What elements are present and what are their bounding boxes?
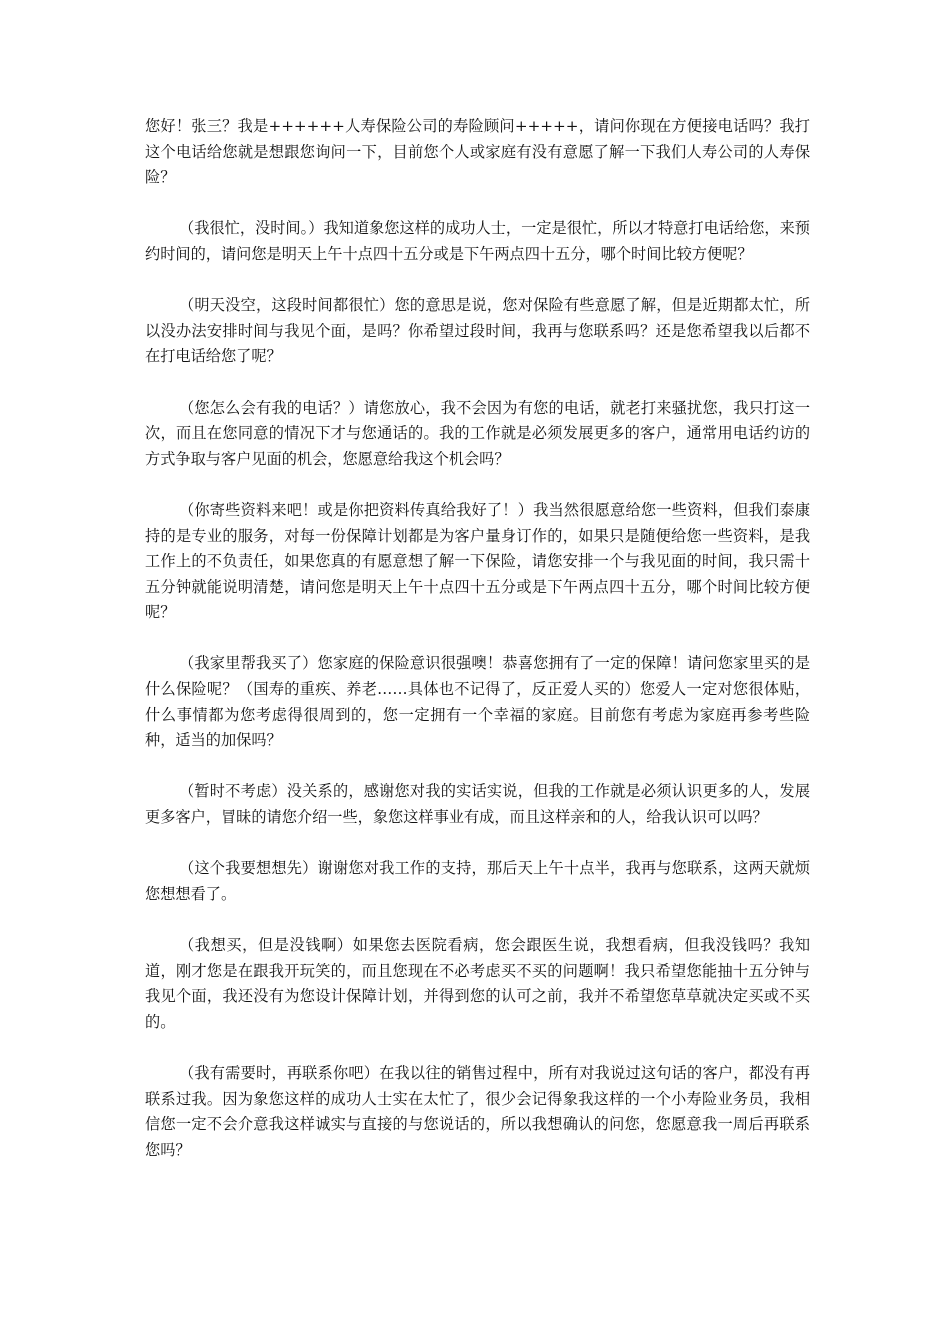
paragraph-send-materials: （你寄些资料来吧！或是你把资料传真给我好了！）我当然很愿意给您一些资料，但我们泰康持的是专业的服务，对每一份保障计划都是为客户量身订作的，如果只是随便给您一些资料，是我工作上的不负责任，如果您真的有愿意想了解一下保险，请您安排一个与我见面的时间，我只需十五分钟就能说明清楚，请问您是明天上午十点四十五分或是下午两点四十五分，哪个时间比较方便呢？ (145, 500, 810, 622)
paragraph-think-about-it: （这个我要想想先）谢谢您对我工作的支持，那后天上午十点半，我再与您联系，这两天就烦您想想看了。 (145, 859, 810, 903)
paragraph-contact-later: （我有需要时，再联系你吧）在我以往的销售过程中，所有对我说过这句话的客户，都没有再联系过我。因为象您这样的成功人士实在太忙了，很少会记得象我这样的一个小寿险业务员，我相信您一定不会介意我这样诚实与直接的与您说话的，所以我想确认的问您，您愿意我一周后再联系您吗？ (145, 1063, 810, 1159)
paragraph-no-money: （我想买，但是没钱啊）如果您去医院看病，您会跟医生说，我想看病，但我没钱吗？我知道，刚才您是在跟我开玩笑的，而且您现在不必考虑买不买的问题啊！我只希望您能抽十五分钟与我见个面，我还没有为您设计保障计划，并得到您的认可之前，我并不希望您草草就决定买或不买的。 (145, 936, 810, 1031)
paragraph-too-busy: （我很忙，没时间。）我知道象您这样的成功人士，一定是很忙，所以才特意打电话给您，来预约时间的，请问您是明天上午十点四十五分或是下午两点四十五分，哪个时间比较方便呢？ (145, 219, 810, 263)
paragraph-family-bought: （我家里帮我买了）您家庭的保险意识很强噢！恭喜您拥有了一定的保障！请问您家里买的是什么保险呢？（国寿的重疾、养老……具体也不记得了，反正爱人买的）您爱人一定对您很体贴，什么事情都为您考虑得很周到的，您一定拥有一个幸福的家庭。目前您有考虑为家庭再参考些险种，适当的加保吗？ (145, 654, 810, 750)
paragraph-greeting: 您好！张三？我是++++++人寿保险公司的寿险顾问+++++，请问你现在方便接电话吗？我打这个电话给您就是想跟您询问一下，目前您个人或家庭有没有意愿了解一下我们人寿公司的人寿保险？ (145, 117, 810, 187)
paragraph-no-time-tomorrow: （明天没空，这段时间都很忙）您的意思是说，您对保险有些意愿了解，但是近期都太忙，所以没办法安排时间与我见个面，是吗？你希望过段时间，我再与您联系吗？还是您希望我以后都不在打电话给您了呢？ (145, 296, 810, 366)
paragraph-how-got-number: （您怎么会有我的电话？）请您放心，我不会因为有您的电话，就老打来骚扰您，我只打这一次，而且在您同意的情况下才与您通话的。我的工作就是必须发展更多的客户，通常用电话约访的方式争取与客户见面的机会，您愿意给我这个机会吗？ (145, 398, 810, 468)
document-page (145, 114, 810, 1189)
paragraph-not-considering: （暂时不考虑）没关系的，感谢您对我的实话实说，但我的工作就是必须认识更多的人，发展更多客户，冒昧的请您介绍一些，象您这样事业有成，而且这样亲和的人，给我认识可以吗？ (145, 782, 810, 827)
